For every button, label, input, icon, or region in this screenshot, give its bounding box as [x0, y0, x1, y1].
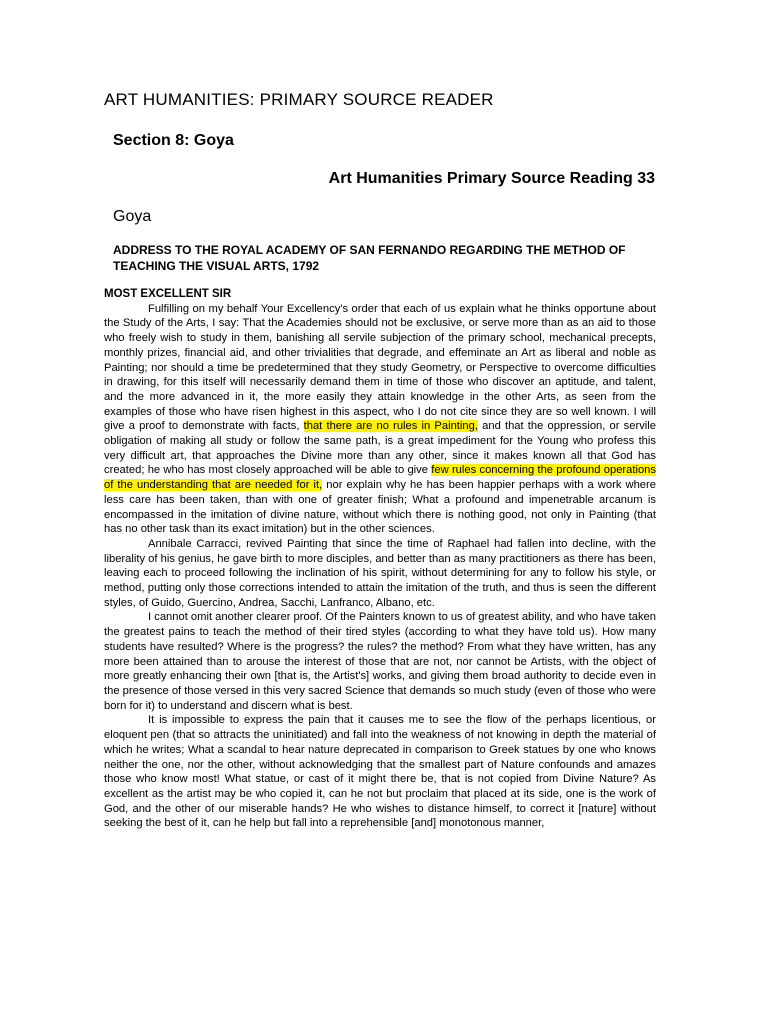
paragraph-1-part-b: and that the oppression, or servile obligation of making all study or follow the same path, is a great impediment for the Young who profess this very difficult art, that approaches the Divine more than any other, since it makes known all that God has created; he who has most closely approached will be able to give — [104, 420, 656, 477]
paragraph-1 — [104, 302, 656, 537]
reading-title: Art Humanities Primary Source Reading 33 — [328, 170, 655, 187]
highlighted-text-2: few rules concerning the profound operations of the understanding that are needed for it, — [104, 464, 656, 492]
section-title: Section 8: Goya — [113, 132, 234, 149]
paragraph-1-part-c: nor explain why he has been happier perhaps with a work where less care has been taken, than with one of greater finish; What a profound and impenetrable arcanum is encompassed in the imitation of divine nature, without which there is nothing good, not only in Painting (that has no other task than its exact imitation) but in the other sciences. — [104, 479, 656, 536]
document-title: ADDRESS TO THE ROYAL ACADEMY OF SAN FERNANDO REGARDING THE METHOD OF TEACHING THE VISUAL ARTS, 1792 — [113, 243, 626, 273]
highlighted-text-1: that there are no rules in Painting, — [303, 420, 478, 433]
paragraph-4: It is impossible to express the pain that it causes me to see the flow of the perhaps licentious, or eloquent pen (that so attracts the uninitiated) and fall into the weakness of not knowing in depth the material of which he writes; What a scandal to hear nature deprecated in comparison to Greek statues by one who knows neither the one, nor the other, without acknowledging that the smallest part of Nature confounds and amazes those who know most! What statue, or cast of it might there be, that is not copied from Divine Nature? As excellent as the artist may be who copied it, can he not but proclaim that placed at its side, one is the work of God, and the other of our miserable hands? He who wishes to distance himself, to correct it [nature] without seeking the best of it, can he help but fall into a reprehensible [and] monotonous manner, — [104, 714, 656, 830]
paragraph-1-part-a: Fulfilling on my behalf Your Excellency's order that each of us explain what he thinks opportune about the Study of the Arts, I say: That the Academies should not be exclusive, or serve more than as an aid to those who freely wish to study in them, banishing all servile subjection of the primary school, mechanical precepts, monthly prizes, financial aid, and other trivialities that degrade, and effeminate an Art as liberal and noble as Painting; nor should a time be predetermined that they study Geometry, or Perspective to overcome difficulties in drawing, for this itself will necessarily demand them in time of those who discover an aptitude, and talent, and the more advanced in it, the more easily they attain knowledge in the other Arts, as seen from the examples of those who have risen highest in this aspect, who I do not cite since they are so well known. I will give a proof to demonstrate with facts, — [104, 302, 656, 433]
salutation: MOST EXCELLENT SIR — [104, 288, 232, 300]
reader-title: ART HUMANITIES: PRIMARY SOURCE READER — [104, 90, 494, 109]
paragraph-3: I cannot omit another clearer proof. Of the Painters known to us of greatest ability, and who have taken the greatest pains to teach the method of their tired styles (according to what they have told us). How many students have resulted? Where is the progress? the rules? the method? From what they have written, has any more been attained than to arouse the interest of those that are not, nor cannot be Artists, with the object of more greatly enhancing their own [that is, the Artist's] works, and giving them broad authority to decide even in the presence of those versed in this very sacred Science that demands so much study (even of those who were born for it) to understand and discern what is best. — [104, 611, 656, 712]
author-name: Goya — [113, 208, 152, 225]
document-body — [104, 287, 656, 831]
paragraph-2: Annibale Carracci, revived Painting that since the time of Raphael had fallen into decline, with the liberality of his genius, he gave birth to more disciples, and better than as many practitioners as there has been, leaving each to proceed following the inclination of his spirit, without determining for any to follow his style, or method, putting only those corrections intended to attain the imitation of the truth, and thus is seen the different styles, of Guido, Guercino, Andrea, Sacchi, Lanfranco, Albano, etc. — [104, 537, 656, 609]
